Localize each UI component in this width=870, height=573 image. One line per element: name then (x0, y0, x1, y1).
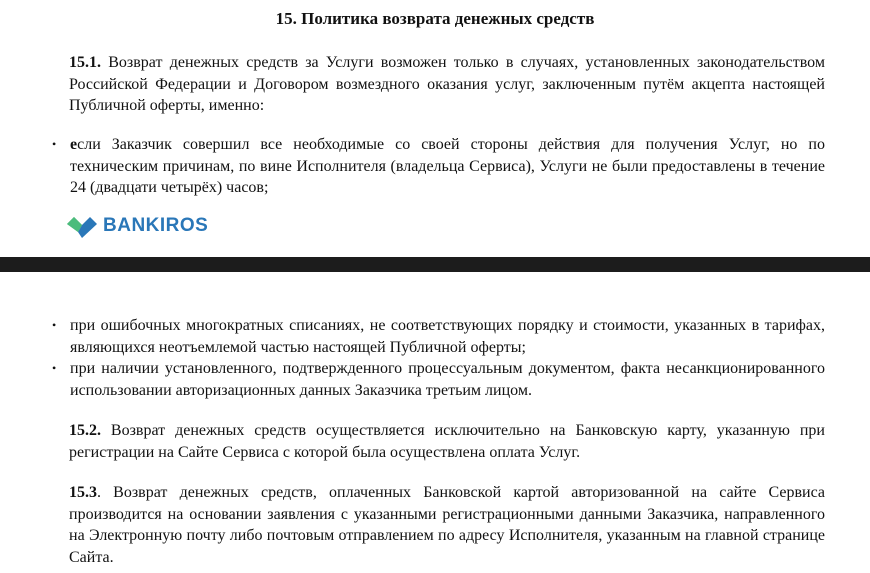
section-15-1 (69, 52, 825, 117)
page-divider (0, 257, 870, 272)
bullet-item: при наличии установленного, подтвержденного процессуальным документом, факта несанкционированного использовании авторизационных данных Заказчика третьим лицом. (70, 360, 825, 399)
section-15-1-number: 15.1. (69, 54, 101, 71)
section-title: 15. Политика возврата денежных средств (275, 9, 595, 28)
document-page-bottom (0, 272, 870, 573)
bullet-dot: • (52, 361, 57, 375)
bullet-dot: • (52, 318, 57, 332)
section-15-2-text: Возврат денежных средств осуществляется исключительно на Банковскую карту, указанную при регистрации на Сайте Сервиса с которой была осуществлена оплата Услуг. (69, 422, 825, 461)
section-15-2 (69, 420, 825, 463)
section-15-3-number: 15.3 (69, 484, 97, 501)
bankiros-logo-icon (67, 214, 97, 238)
bullet-item: при ошибочных многократных списаниях, не соответствующих порядку и стоимости, указанных в тарифах, являющихся неотъемлемой частью настоящей Публичной оферты; (70, 317, 825, 356)
bullet-dot: • (52, 137, 57, 151)
bullet-text: сли Заказчик совершил все необходимые со своей стороны действия для получения Услуг, но по техническим причинам, по вине Исполнителя (владельца Сервиса), Услуги не были предоставлены в течение 24 (двадцати четырёх) часов; (70, 136, 825, 196)
bankiros-logo (67, 213, 208, 239)
section-15-3-text: . Возврат денежных средств, оплаченных Банковской картой авторизованной на сайте Сервиса производится на основании заявления с указанными регистрационными данными Заказчика, направленного на Электронную почту либо почтовым отправлением по адресу Исполнителя, указанным на главной странице Сайта. (69, 484, 825, 566)
section-15-2-number: 15.2. (69, 422, 101, 439)
bullet-item (70, 134, 825, 199)
document-page-top (0, 0, 870, 257)
bankiros-logo-text: BANKIROS (103, 215, 209, 236)
section-15-3 (69, 482, 825, 568)
bullet-bold-lead: е (70, 136, 78, 153)
section-15-1-text: Возврат денежных средств за Услуги возможен только в случаях, установленных законодательством Российской Федерации и Договором возмездного оказания услуг, заключенным путём акцепта настоящей Публичной оферты, именно: (69, 54, 825, 114)
